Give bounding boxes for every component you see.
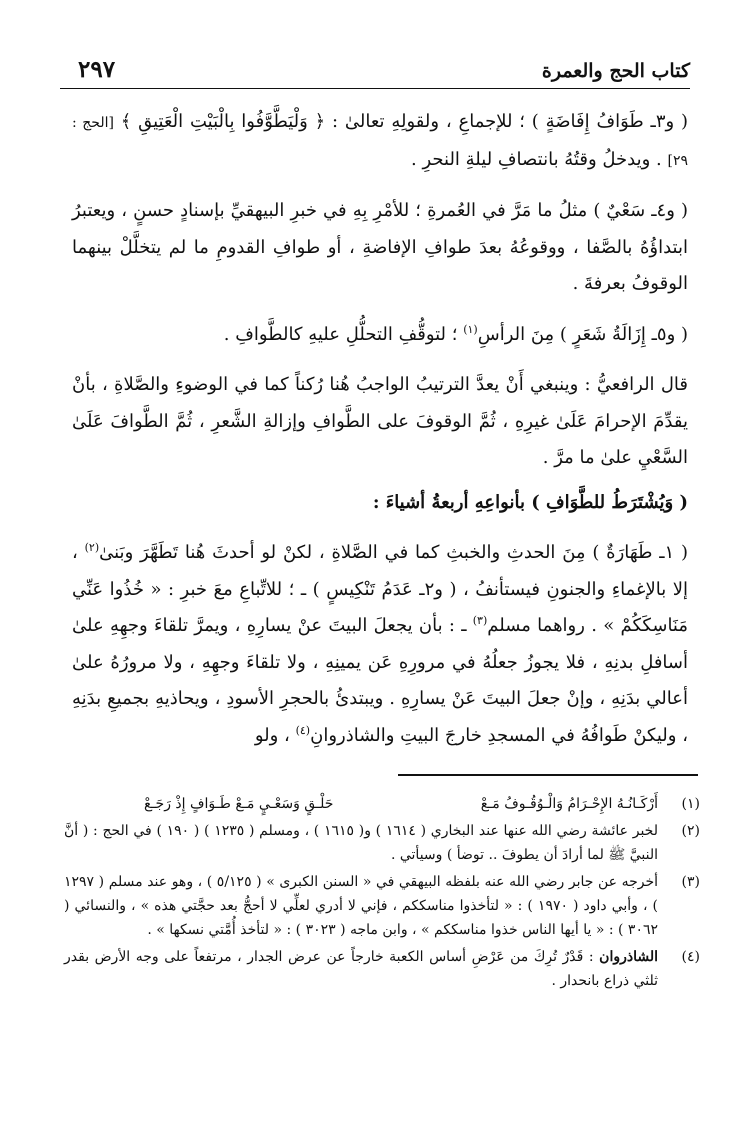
- paragraph-hair-removal: [72, 317, 688, 354]
- purity-text-3: ـ : بأن يجعلَ البيتَ عنْ يسارِهِ ، ويمرَّ تلقاءَ وجهِهِ علىٰ أسافلِ بدنِهِ ، فلا يجوزُ جعلُهُ في مرورِهِ عَن يمينِهِ ، ولا تلقاءَ وجهِهِ ، ولا مرورُهُ علىٰ أعالي بدَنِهِ ، وإنْ جعلَ البيتَ عَنْ يسارِهِ . ويبتدئُ بالحجرِ الأسودِ ، ويحاذيهِ بجميعِ بدَنِهِ ، وليكنْ طَوافُهُ في المسجدِ خارجَ البيتِ والشاذروانِ: [72, 615, 688, 746]
- footnotes: [64, 792, 700, 996]
- footnote-marker-1: (١): [463, 322, 478, 336]
- footnote-4: [64, 945, 700, 993]
- hair-removal-text: ( و٥ـ إِزَالَةُ شَعَرٍ ) مِنَ الرأسِ: [477, 323, 688, 345]
- purity-text-4: ، ولو: [254, 724, 296, 746]
- footnote-rule: [398, 774, 698, 776]
- page-header: [78, 56, 690, 88]
- footnote-verse: [64, 792, 658, 816]
- paragraph-conditions-heading: ( وَيُشْتَرَطُ للطَّوَافِ ) بأنواعِهِ أربعةُ أشياءَ :: [372, 491, 688, 513]
- quran-reference: [الحج : ٢٩]: [72, 115, 688, 169]
- footnote-1: [64, 792, 700, 816]
- paragraph-tawaf-ifada: [72, 104, 688, 179]
- purity-text: ( ١ـ طَهَارَةٌ ) مِنَ الحدثِ والخبثِ كما في الصَّلاةِ ، لكنْ لو أحدثَ هُنا تَطَهَّرَ وبَنىٰ: [99, 542, 688, 563]
- footnote-number: (١): [681, 796, 700, 812]
- paragraph-rafii: قال الرافعيُّ : وينبغي أَنْ يعدَّ الترتيبُ الواجبُ هُنا رُكناً كما في الوضوءِ والصَّلاةِ ، بأنْ يقدِّمَ الإحرامَ عَلَىٰ غيرِهِ ، ثُمَّ الوقوفَ على الطَّوافِ وإزالةِ الشَّعرِ ، ثُمَّ الطَّوافَ عَلَىٰ السَّعْيِ علىٰ ما مرَّ .: [72, 374, 688, 468]
- page-number: ٢٩٧: [78, 56, 116, 83]
- footnote-number: (٣): [681, 874, 700, 890]
- tawaf-ifada-text: ( و٣ـ طَوَافُ إِفَاضَةٍ ) ؛ للإجماعِ ، ولقولِهِ تعالىٰ : ﴿ وَلْيَطَّوَّفُوا بِالْبَيْتِ الْعَتِيقِ ﴾: [120, 111, 689, 132]
- footnote-number: (٤): [681, 949, 700, 965]
- verse-second-hemistich: حَلْـقٍ وَسَعْـيٍ مَـعْ طَـوَافٍ إِذْ رَجَـعْ: [144, 796, 334, 812]
- footnote-marker-3: (٣): [472, 614, 488, 627]
- footnote-text: لخبر عائشة رضي الله عنها عند البخاري ( ١٦١٤ ) و( ١٦١٥ ) ، ومسلم ( ١٢٣٥ ) ( ١٩٠ ) في الحج : ( أنَّ النبيَّ ﷺ لما أرادَ أن يطوفَ .. توضأ ) وسيأتي .: [64, 823, 658, 863]
- footnote-marker-2: (٢): [84, 541, 100, 554]
- footnote-number: (٢): [681, 823, 700, 839]
- footnote-3: [64, 870, 700, 942]
- purity-text-2: ، إلا بالإغماءِ والجنونِ فيستأنفُ ، ( و٢ـ عَدَمُ تَنْكِيسٍ ) ـ ؛ للاتِّباعِ معَ خبرِ : « خُذُوا عَنِّي مَنَاسِكَكُمْ » . رواهما مسلم: [72, 542, 688, 636]
- header-rule: [60, 88, 690, 89]
- footnote-2: [64, 819, 700, 867]
- paragraph-purity: [72, 535, 688, 754]
- footnote-text: أخرجه عن جابر رضي الله عنه بلفظه البيهقي في « السنن الكبرى » ( ٥/١٢٥ ) ، وهو عند مسلم ( ١٢٩٧ ) ، وأبي داود ( ١٩٧٠ ) : « لتأخذوا مناسككم ، فإني لا أدري لعلِّي لا أحجُّ بعد حجَّتي هذه » ، والنسائي ( ٣٠٦٢ ) : « يا أيها الناس خذوا مناسككم » ، وابن ماجه ( ٣٠٢٣ ) : « لتأخذ أُمَّتي نسكها » .: [64, 874, 659, 938]
- verse-first-hemistich: أَرْكَـانُـهُ الإِحْـرَامُ وَالْـوُقُـوفُ مَـعْ: [480, 796, 658, 812]
- tawaf-ifada-tail: . ويدخلُ وقتُهُ بانتصافِ ليلةِ النحرِ .: [411, 148, 668, 170]
- footnote-term: الشاذروان: [599, 949, 658, 965]
- hair-removal-tail: ؛ لتوقُّفِ التحلُّلِ عليهِ كالطَّوافِ .: [223, 323, 464, 345]
- running-title: كتاب الحج والعمرة: [541, 60, 690, 82]
- paragraph-sai: ( و٤ـ سَعْيٌ ) مثلُ ما مَرَّ في العُمرةِ ؛ للأمْرِ بِهِ في خبرِ البيهقيِّ بإسنادٍ حسنٍ ، ويعتبرُ ابتداؤُهُ بالصَّفا ، ووقوعُهُ بعدَ طوافِ الإفاضةِ ، أو طوافِ القدومِ ما لم يتخلَّلْ بينهما الوقوفُ بعرفةَ .: [72, 200, 688, 294]
- footnote-marker-4: (٤): [295, 723, 311, 737]
- footnote-text: [64, 945, 658, 993]
- footnote-definition: : قَدْرٌ تُرِكَ من عَرْضِ أساس الكعبة خارجاً عن عرض الجدار ، مرتفعاً على وجه الأرض بقدر ثلثي ذراع بانحدار .: [64, 949, 658, 989]
- main-text: [72, 104, 688, 754]
